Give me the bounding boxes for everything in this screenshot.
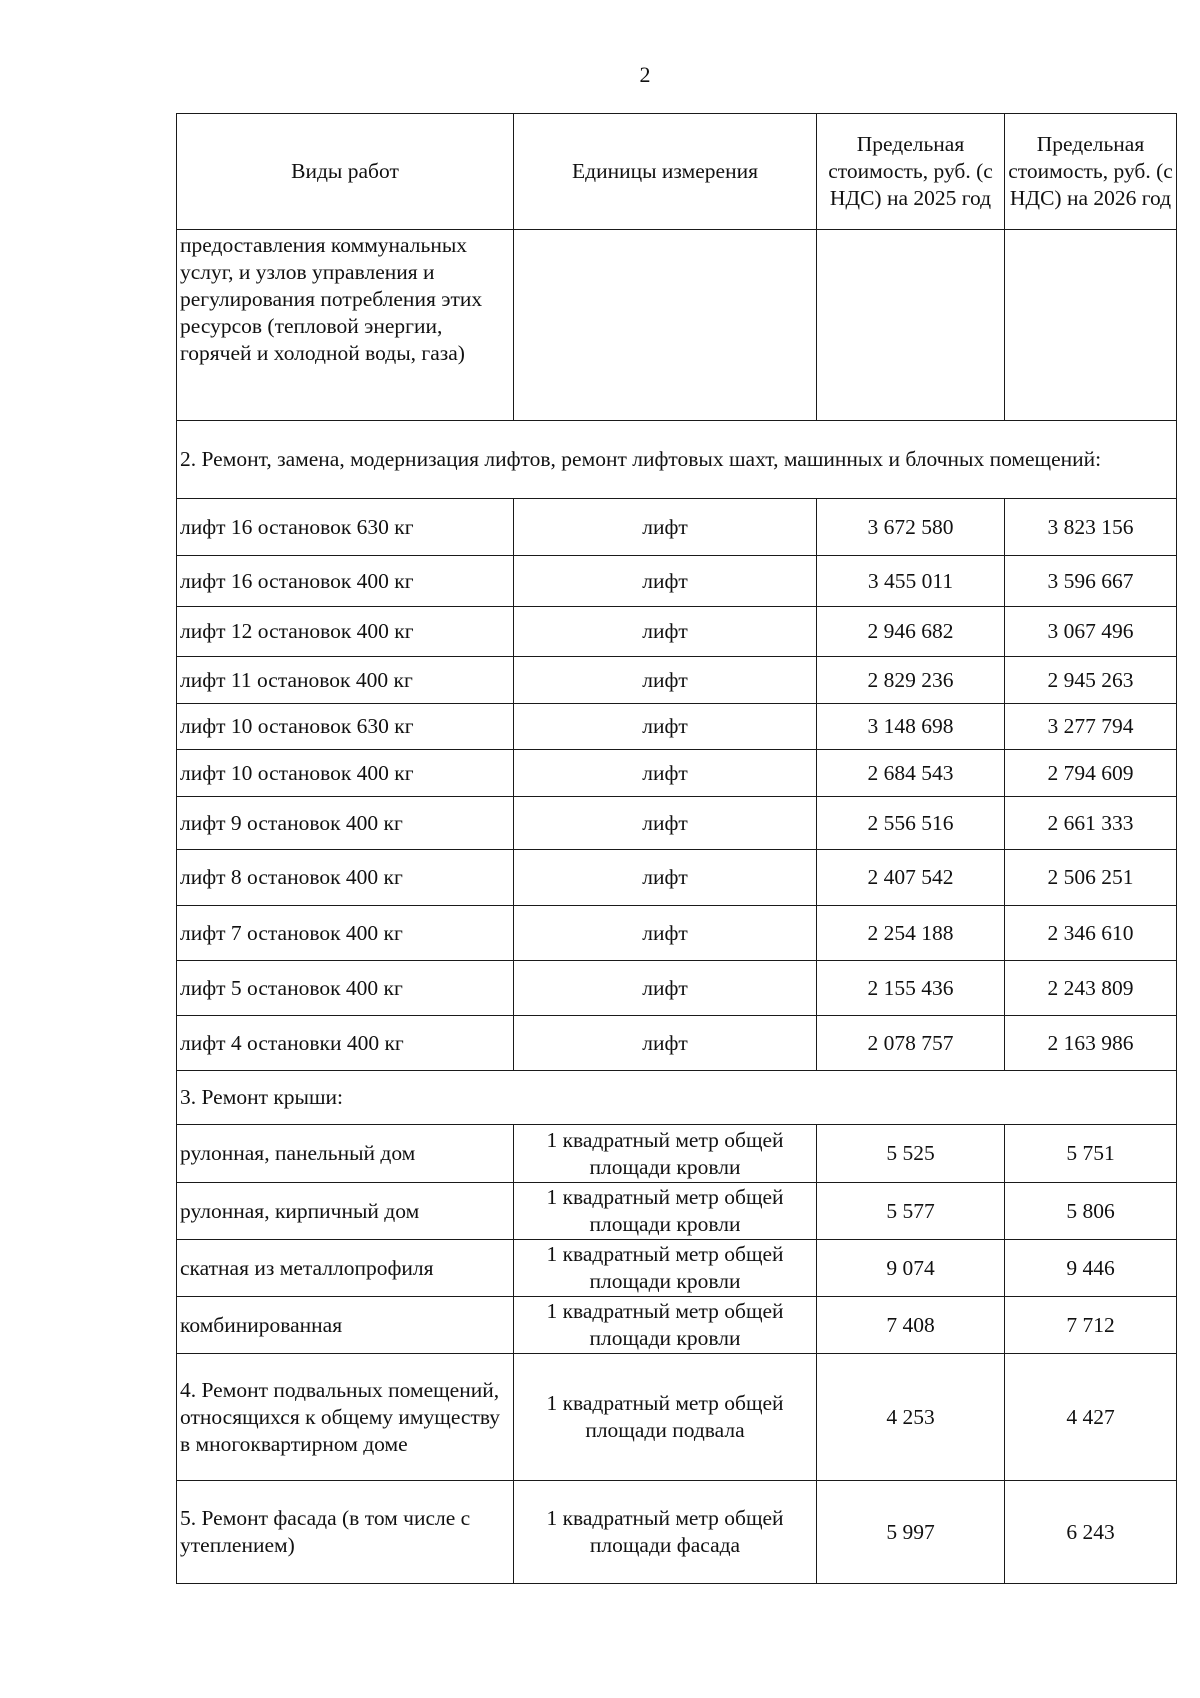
empty-cell [1005, 230, 1177, 421]
work-name-cell: лифт 12 остановок 400 кг [177, 607, 514, 657]
header-units: Единицы измерения [514, 114, 817, 230]
table-row [177, 1183, 1177, 1240]
section-2-title: 2. Ремонт, замена, модернизация лифтов, ремонт лифтовых шахт, машинных и блочных помещений: [177, 421, 1177, 499]
table-row [177, 556, 1177, 607]
price-2026-cell: 2 243 809 [1005, 961, 1177, 1016]
price-2025-cell: 2 829 236 [817, 657, 1005, 704]
unit-cell: 1 квадратный метр общей площади кровли [514, 1183, 817, 1240]
work-name-cell: лифт 7 остановок 400 кг [177, 906, 514, 961]
work-name-cell: лифт 10 остановок 400 кг [177, 750, 514, 797]
table-row [177, 1481, 1177, 1584]
work-name-cell: рулонная, кирпичный дом [177, 1183, 514, 1240]
table-row [177, 961, 1177, 1016]
header-price-2025: Предельная стоимость, руб. (с НДС) на 2025 год [817, 114, 1005, 230]
continuation-text: предоставления коммунальных услуг, и узлов управления и регулирования потребления этих ресурсов (тепловой энергии, горячей и холодной воды, газа) [177, 230, 514, 421]
work-name-cell: скатная из металлопрофиля [177, 1240, 514, 1297]
table-row [177, 1125, 1177, 1183]
page-number: 2 [639, 62, 651, 87]
price-2025-cell: 2 155 436 [817, 961, 1005, 1016]
price-2025-cell: 5 525 [817, 1125, 1005, 1183]
price-2026-cell: 3 277 794 [1005, 704, 1177, 750]
section-header-row [177, 421, 1177, 499]
roof-rows [177, 1125, 1177, 1354]
price-2026-cell: 2 506 251 [1005, 850, 1177, 906]
price-2026-cell: 5 751 [1005, 1125, 1177, 1183]
work-name-cell: комбинированная [177, 1297, 514, 1354]
price-2026-cell: 5 806 [1005, 1183, 1177, 1240]
price-2025-cell: 5 997 [817, 1481, 1005, 1584]
work-name-cell: рулонная, панельный дом [177, 1125, 514, 1183]
header-price-2026: Предельная стоимость, руб. (с НДС) на 2026 год [1005, 114, 1177, 230]
unit-cell: 1 квадратный метр общей площади подвала [514, 1354, 817, 1481]
section-3-title: 3. Ремонт крыши: [177, 1071, 1177, 1125]
price-2026-cell: 4 427 [1005, 1354, 1177, 1481]
unit-cell: 1 квадратный метр общей площади кровли [514, 1240, 817, 1297]
price-2026-cell: 7 712 [1005, 1297, 1177, 1354]
empty-cell [817, 230, 1005, 421]
price-2026-cell: 2 346 610 [1005, 906, 1177, 961]
price-2025-cell: 3 148 698 [817, 704, 1005, 750]
table-row [177, 704, 1177, 750]
unit-cell: лифт [514, 797, 817, 850]
price-2025-cell: 2 946 682 [817, 607, 1005, 657]
empty-cell [514, 230, 817, 421]
unit-cell: лифт [514, 704, 817, 750]
work-name-cell: лифт 16 остановок 630 кг [177, 499, 514, 556]
price-2026-cell: 3 823 156 [1005, 499, 1177, 556]
unit-cell: лифт [514, 499, 817, 556]
table-row [177, 1240, 1177, 1297]
section-4-name: 4. Ремонт подвальных помещений, относящихся к общему имуществу в многоквартирном доме [177, 1354, 514, 1481]
table-row [177, 750, 1177, 797]
work-name-cell: лифт 11 остановок 400 кг [177, 657, 514, 704]
table-row [177, 1297, 1177, 1354]
price-2026-cell: 2 945 263 [1005, 657, 1177, 704]
unit-cell: лифт [514, 556, 817, 607]
price-2025-cell: 3 672 580 [817, 499, 1005, 556]
work-name-cell: лифт 9 остановок 400 кг [177, 797, 514, 850]
price-2025-cell: 5 577 [817, 1183, 1005, 1240]
table-row [177, 607, 1177, 657]
table-row [177, 1016, 1177, 1071]
unit-cell: 1 квадратный метр общей площади кровли [514, 1297, 817, 1354]
header-work-types: Виды работ [177, 114, 514, 230]
price-2026-cell: 3 067 496 [1005, 607, 1177, 657]
unit-cell: 1 квадратный метр общей площади фасада [514, 1481, 817, 1584]
price-2025-cell: 2 254 188 [817, 906, 1005, 961]
lift-rows [177, 499, 1177, 1071]
work-name-cell: лифт 16 остановок 400 кг [177, 556, 514, 607]
table-row [177, 657, 1177, 704]
price-2025-cell: 2 078 757 [817, 1016, 1005, 1071]
unit-cell: лифт [514, 607, 817, 657]
price-2025-cell: 3 455 011 [817, 556, 1005, 607]
price-2025-cell: 7 408 [817, 1297, 1005, 1354]
unit-cell: лифт [514, 850, 817, 906]
work-name-cell: лифт 8 остановок 400 кг [177, 850, 514, 906]
table-row [177, 850, 1177, 906]
price-table [176, 113, 1177, 1584]
work-name-cell: лифт 10 остановок 630 кг [177, 704, 514, 750]
unit-cell: лифт [514, 906, 817, 961]
price-2025-cell: 2 684 543 [817, 750, 1005, 797]
price-2025-cell: 9 074 [817, 1240, 1005, 1297]
price-2026-cell: 2 163 986 [1005, 1016, 1177, 1071]
unit-cell: лифт [514, 750, 817, 797]
work-name-cell: лифт 5 остановок 400 кг [177, 961, 514, 1016]
unit-cell: 1 квадратный метр общей площади кровли [514, 1125, 817, 1183]
price-2026-cell: 2 794 609 [1005, 750, 1177, 797]
table-row [177, 499, 1177, 556]
price-2026-cell: 2 661 333 [1005, 797, 1177, 850]
table-row [177, 906, 1177, 961]
price-2026-cell: 6 243 [1005, 1481, 1177, 1584]
price-2025-cell: 2 556 516 [817, 797, 1005, 850]
unit-cell: лифт [514, 657, 817, 704]
continuation-row [177, 230, 1177, 421]
section-5-name: 5. Ремонт фасада (в том числе с утеплением) [177, 1481, 514, 1584]
table-row [177, 1354, 1177, 1481]
work-name-cell: лифт 4 остановки 400 кг [177, 1016, 514, 1071]
price-2026-cell: 3 596 667 [1005, 556, 1177, 607]
unit-cell: лифт [514, 1016, 817, 1071]
price-2025-cell: 2 407 542 [817, 850, 1005, 906]
unit-cell: лифт [514, 961, 817, 1016]
price-2025-cell: 4 253 [817, 1354, 1005, 1481]
table-row [177, 797, 1177, 850]
price-2026-cell: 9 446 [1005, 1240, 1177, 1297]
section-header-row [177, 1071, 1177, 1125]
table-header-row [177, 114, 1177, 230]
